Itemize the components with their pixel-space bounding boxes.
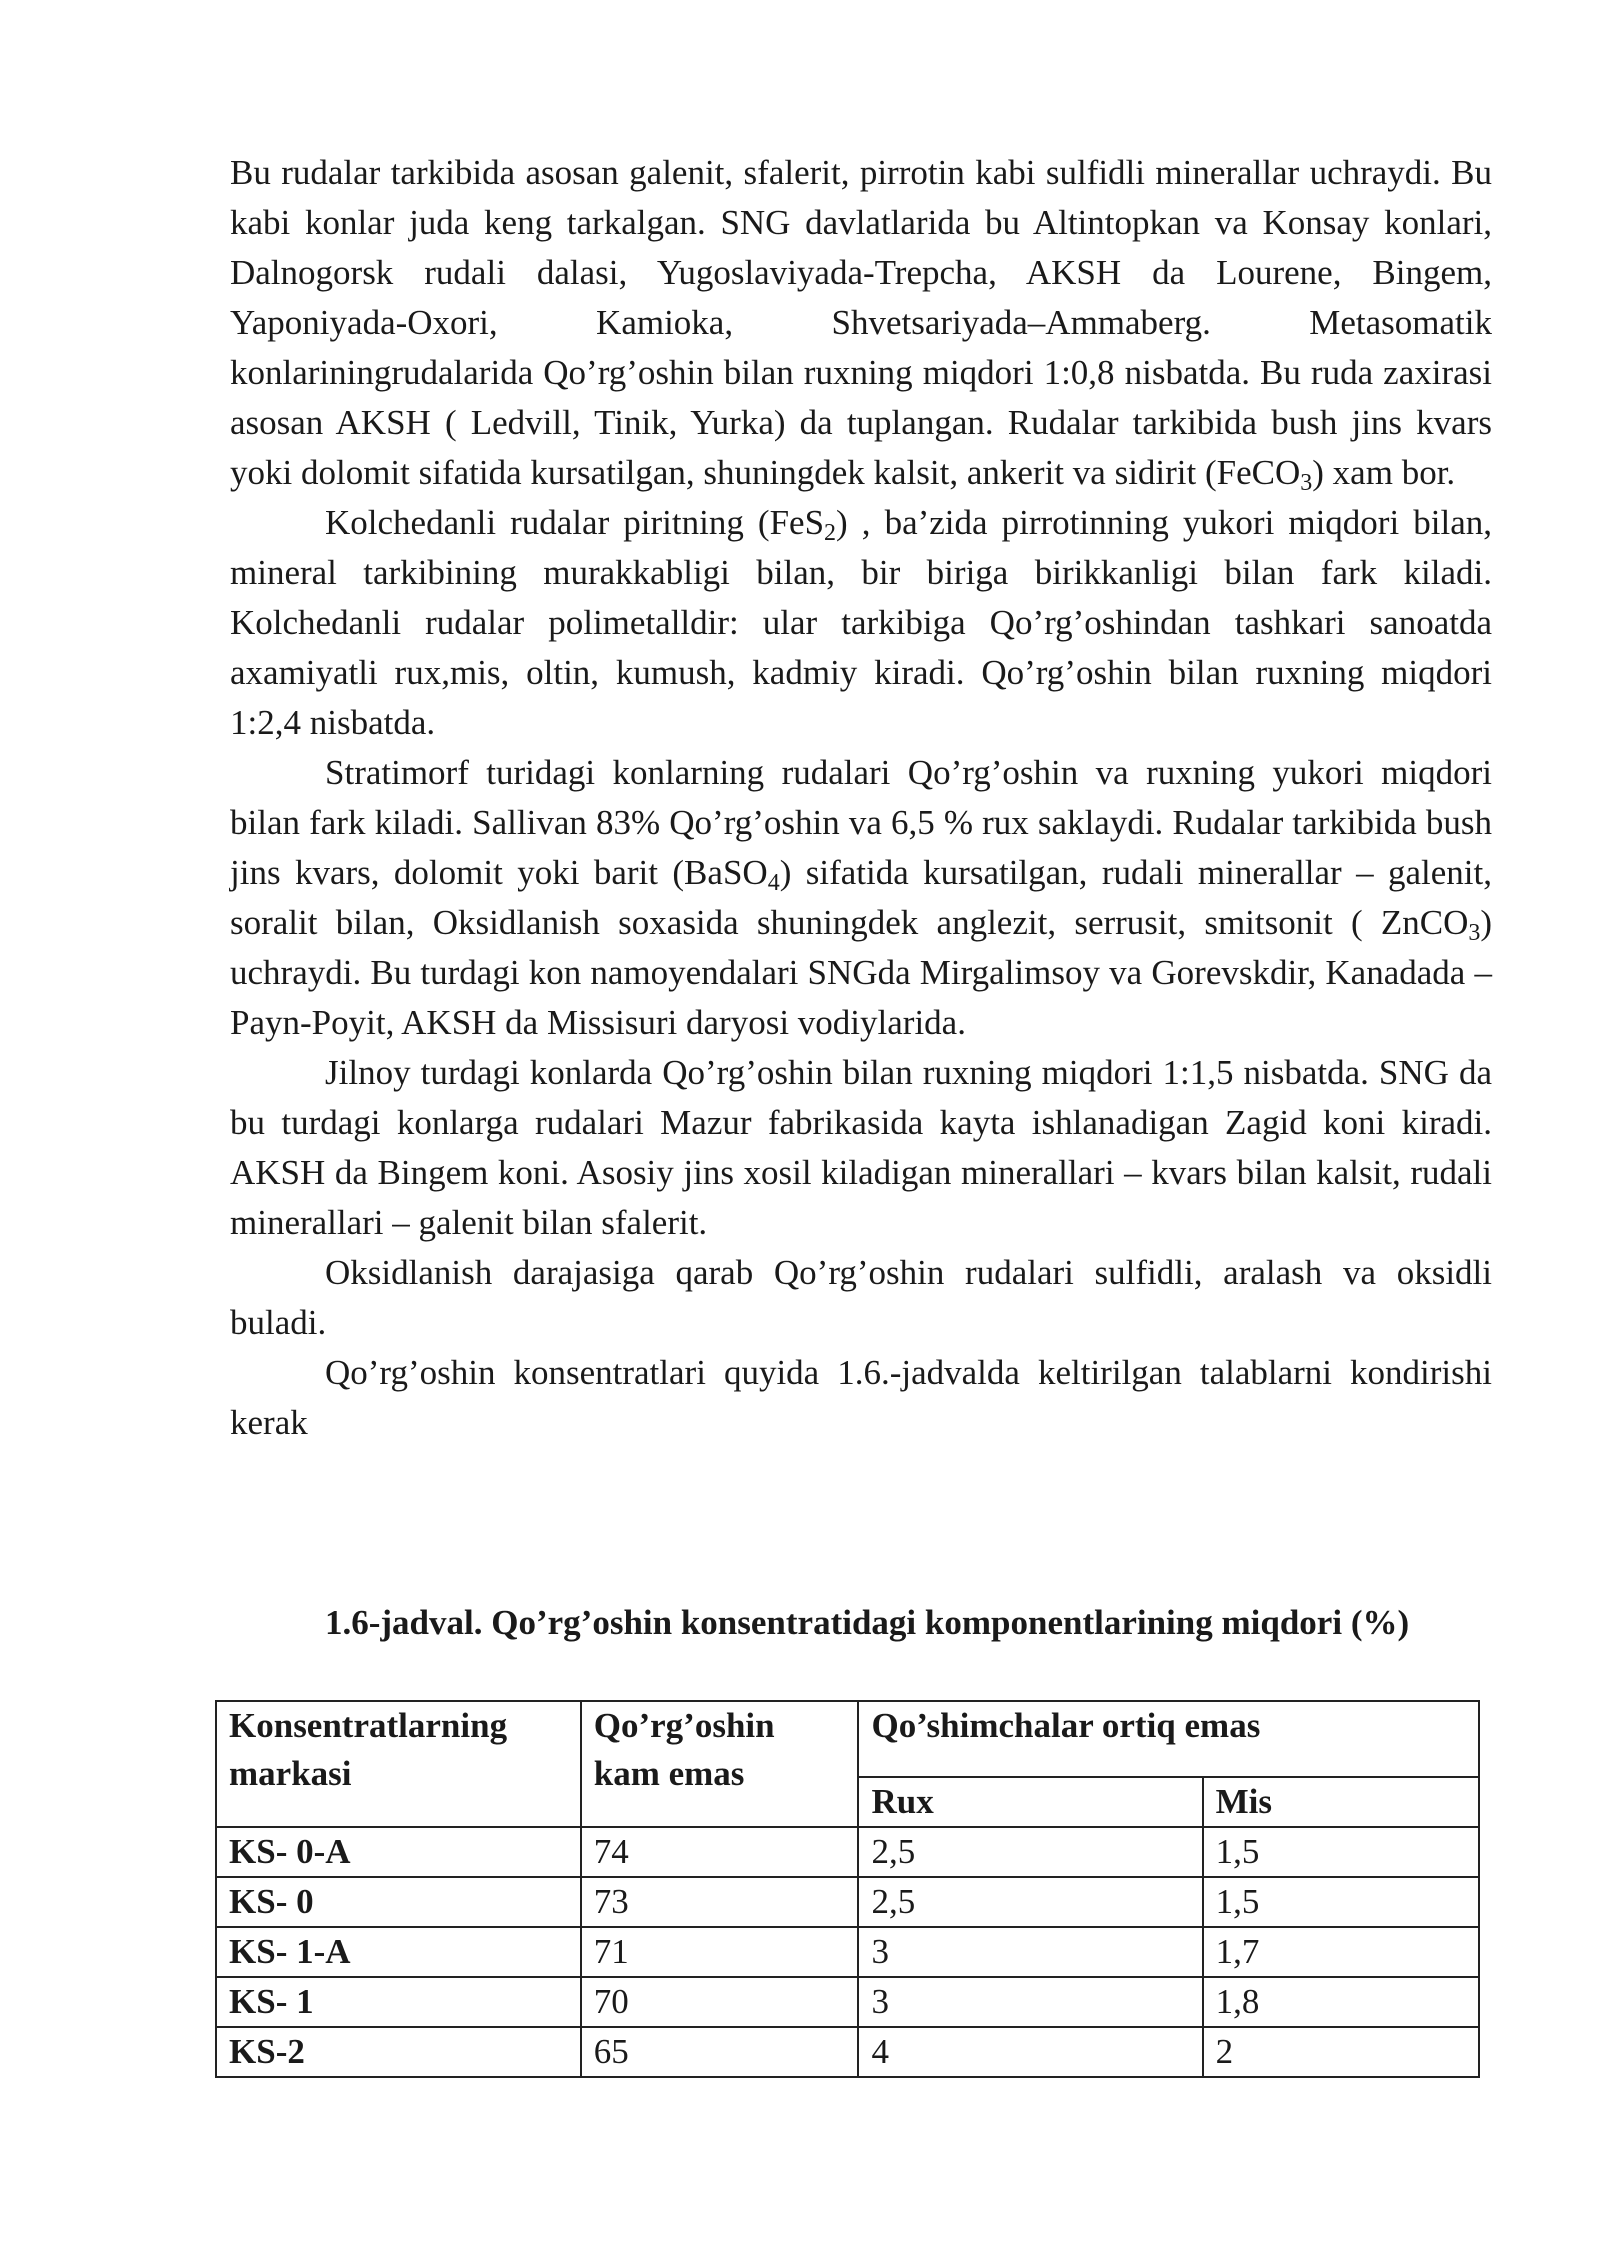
table-header-row bbox=[216, 1701, 1479, 1777]
table-row bbox=[216, 1977, 1479, 2027]
paragraph-3-text: Stratimorf turidagi konlarning rudalari Qo’rg’oshin va ruxning yukori miqdori bilan fark kiladi. Sallivan 83% Qo’rg’oshin va 6,5 % rux saklaydi. Rudalar tarkibida bush jins kvars, dolomit yoki barit (BaSO bbox=[230, 753, 1492, 892]
cell-marka: KS- 1 bbox=[216, 1977, 581, 2027]
cell-lead: 70 bbox=[581, 1977, 859, 2027]
paragraph-1-tail: ) xam bor. bbox=[1312, 453, 1456, 492]
table-caption: 1.6-jadval. Qo’rg’oshin konsentratidagi komponentlarining miqdori (%) bbox=[325, 1603, 1410, 1642]
paragraph-6: Qo’rg’oshin konsentratlari quyida 1.6.-jadvalda keltirilgan talablarni kondirishi kerak bbox=[230, 1353, 1492, 1442]
subscript: 3 bbox=[1468, 920, 1481, 946]
cell-lead: 65 bbox=[581, 2027, 859, 2077]
header-copper: Mis bbox=[1203, 1777, 1479, 1827]
subscript: 3 bbox=[1300, 470, 1313, 496]
paragraph-2-tail: ) , ba’zida pirrotinning yukori miqdori bilan, mineral tarkibining murakkabligi bilan, bir biriga birikkanligi bilan fark kiladi. Kolchedanli rudalar polimetalldir: ular tarkibiga Qo’rg’oshindan tashkari sanoatda axamiyatli rux,mis, oltin, kumush, kadmiy kiradi. Qo’rg’oshin bilan ruxning miqdori 1:2,4 nisbatda. bbox=[230, 503, 1492, 742]
paragraph-3-mid: ) sifatida kursatilgan, rudali minerallar – galenit, soralit bilan, Oksidlanish soxasida shuningdek anglezit, serrusit, smitsonit ( ZnCO bbox=[230, 853, 1492, 942]
paragraph-3-tail: ) uchraydi. Bu turdagi kon namoyendalari SNGda Mirgalimsoy va Gorevskdir, Kanadada – Payn-Poyit, AKSH da Missisuri daryosi vodiylarida. bbox=[230, 903, 1492, 1042]
table-row bbox=[216, 2027, 1479, 2077]
cell-zinc: 3 bbox=[858, 1927, 1202, 1977]
cell-copper: 1,7 bbox=[1203, 1927, 1479, 1977]
header-impurities: Qo’shimchalar ortiq emas bbox=[858, 1701, 1479, 1777]
cell-copper: 2 bbox=[1203, 2027, 1479, 2077]
cell-zinc: 2,5 bbox=[858, 1827, 1202, 1877]
paragraph-3 bbox=[230, 748, 1492, 1048]
paragraph-1-text: Bu rudalar tarkibida asosan galenit, sfalerit, pirrotin kabi sulfidli minerallar uchraydi. Bu kabi konlar juda keng tarkalgan. SNG davlatlarida bu Altintopkan va Konsay konlari, Dalnogorsk rudali dalasi, Yugoslaviyada-Trepcha, AKSH da Lourene, Bingem, Yaponiyada-Oxori, Kamioka, Shvetsariyada–Ammaberg. Metasomatik konlariningrudalarida Qo’rg’oshin bilan ruxning miqdori 1:0,8 nisbatda. Bu ruda zaxirasi asosan AKSH ( Ledvill, Tinik, Yurka) da tuplangan. Rudalar tarkibida bush jins kvars yoki dolomit sifatida kursatilgan, shuningdek kalsit, ankerit va sidirit (FeCO bbox=[230, 153, 1492, 492]
header-marka: Konsentratlarning markasi bbox=[216, 1701, 581, 1827]
composition-table bbox=[215, 1700, 1480, 2078]
paragraph-5: Oksidlanish darajasiga qarab Qo’rg’oshin rudalari sulfidli, aralash va oksidli buladi. bbox=[230, 1253, 1492, 1342]
header-lead: Qo’rg’oshin kam emas bbox=[581, 1701, 859, 1827]
cell-zinc: 2,5 bbox=[858, 1877, 1202, 1927]
cell-marka: KS- 0-A bbox=[216, 1827, 581, 1877]
cell-lead: 74 bbox=[581, 1827, 859, 1877]
cell-copper: 1,8 bbox=[1203, 1977, 1479, 2027]
cell-marka: KS- 0 bbox=[216, 1877, 581, 1927]
body-text bbox=[230, 148, 1492, 1448]
cell-marka: KS- 1-A bbox=[216, 1927, 581, 1977]
paragraph-1 bbox=[230, 148, 1492, 498]
cell-copper: 1,5 bbox=[1203, 1827, 1479, 1877]
cell-lead: 73 bbox=[581, 1877, 859, 1927]
table-row bbox=[216, 1827, 1479, 1877]
subscript: 4 bbox=[767, 870, 780, 896]
cell-zinc: 4 bbox=[858, 2027, 1202, 2077]
cell-copper: 1,5 bbox=[1203, 1877, 1479, 1927]
subscript: 2 bbox=[824, 520, 837, 546]
paragraph-4: Jilnoy turdagi konlarda Qo’rg’oshin bilan ruxning miqdori 1:1,5 nisbatda. SNG da bu turdagi konlarga rudalari Mazur fabrikasida kayta ishlanadigan Zagid koni kiradi. AKSH da Bingem koni. Asosiy jins xosil kiladigan minerallari – kvars bilan kalsit, rudali minerallari – galenit bilan sfalerit. bbox=[230, 1053, 1492, 1242]
table-row bbox=[216, 1877, 1479, 1927]
table-row bbox=[216, 1927, 1479, 1977]
cell-zinc: 3 bbox=[858, 1977, 1202, 2027]
paragraph-2-text: Kolchedanli rudalar piritning (FeS bbox=[325, 503, 825, 542]
header-zinc: Rux bbox=[858, 1777, 1202, 1827]
cell-marka: KS-2 bbox=[216, 2027, 581, 2077]
paragraph-2 bbox=[230, 498, 1492, 748]
cell-lead: 71 bbox=[581, 1927, 859, 1977]
